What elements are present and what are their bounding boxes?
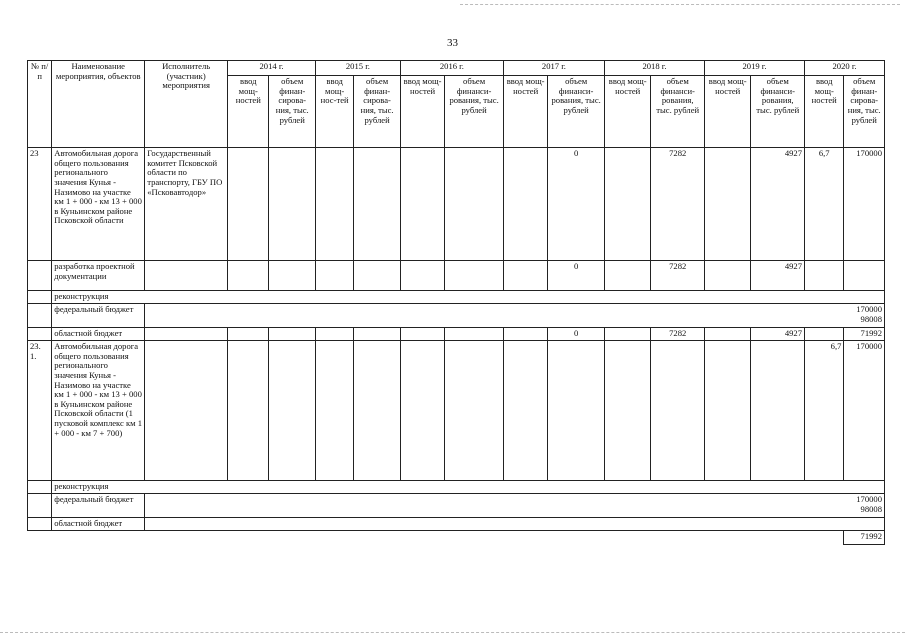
row-name: областной бюджет — [52, 518, 145, 531]
header-capacity-2017: ввод мощ-ностей — [503, 76, 547, 148]
table-row-reconstruction — [28, 291, 885, 304]
header-capacity-2018: ввод мощ-ностей — [604, 76, 650, 148]
row-name: разработка проектной документации — [52, 261, 145, 291]
cell-federal-total — [145, 304, 885, 328]
header-capacity-2014: ввод мощ-ностей — [228, 76, 269, 148]
cell-funding-2018: 7282 — [651, 261, 705, 291]
table-row-23-1 — [28, 341, 885, 481]
cell-funding-2019: 4927 — [751, 148, 805, 261]
header-num: № п/п — [28, 61, 52, 148]
header-year-2020: 2020 г. — [805, 61, 885, 76]
bottom-scan-rule — [0, 632, 905, 633]
header-capacity-2016: ввод мощ-ностей — [400, 76, 444, 148]
table-row-regional-budget — [28, 518, 885, 531]
header-year-2017: 2017 г. — [503, 61, 604, 76]
header-year-2018: 2018 г. — [604, 61, 704, 76]
header-year-2015: 2015 г. — [315, 61, 400, 76]
header-executor: Исполнитель (участник) мероприятия — [145, 61, 228, 148]
header-funding-2019: объем финанси-рования, тыс. рублей — [751, 76, 805, 148]
cell-funding-2019: 4927 — [751, 328, 805, 341]
cell-funding-2018: 7282 — [651, 328, 705, 341]
table-row-regional-budget — [28, 328, 885, 341]
federal-amount: 170000 — [856, 494, 882, 504]
cell-capacity-2020: 6,7 — [805, 148, 844, 261]
table-row-regional-total — [28, 531, 885, 545]
header-name: Наименование мероприятия, объектов — [52, 61, 145, 148]
header-funding-2016: объем финанси-рования, тыс. рублей — [445, 76, 504, 148]
cell-funding-2020: 71992 — [844, 328, 885, 341]
page-number: 33 — [447, 37, 458, 49]
federal-amount: 170000 — [856, 304, 882, 314]
cell-funding-2020: 170000 — [844, 148, 885, 261]
federal-amount-secondary: 98008 — [860, 313, 882, 324]
row-name: федеральный бюджет — [52, 304, 145, 328]
header-funding-2015: объем финан-сирова-ния, тыс. рублей — [354, 76, 400, 148]
header-capacity-2015: ввод мощ-нос-тей — [315, 76, 353, 148]
row-num: 23 — [28, 148, 52, 261]
cell-funding-2017: 0 — [548, 328, 605, 341]
header-year-2016: 2016 г. — [400, 61, 503, 76]
table-row-design — [28, 261, 885, 291]
cell-funding-2020: 170000 — [844, 341, 885, 481]
row-name: реконструкция — [52, 291, 885, 304]
table-row-reconstruction — [28, 481, 885, 494]
header-capacity-2020: ввод мощ-ностей — [805, 76, 844, 148]
cell-regional-total: 71992 — [844, 531, 885, 545]
table-row-federal-budget — [28, 494, 885, 518]
federal-amount-secondary: 98008 — [860, 503, 882, 514]
top-scan-rule — [460, 4, 900, 5]
header-funding-2017: объем финанси-рования, тыс. рублей — [548, 76, 605, 148]
cell-funding-2019: 4927 — [751, 261, 805, 291]
row-name: реконструкция — [52, 481, 885, 494]
row-name: областной бюджет — [52, 328, 145, 341]
header-funding-2020: объем финан-сирова-ния, тыс. рублей — [844, 76, 885, 148]
header-capacity-2019: ввод мощ-ностей — [704, 76, 750, 148]
row-num: 23. 1. — [28, 341, 52, 481]
header-year-2019: 2019 г. — [704, 61, 804, 76]
cell-funding-2017: 0 — [548, 148, 605, 261]
header-funding-2018: объем финанси-рования, тыс. рублей — [651, 76, 705, 148]
row-name: федеральный бюджет — [52, 494, 145, 518]
cell-funding-2017: 0 — [548, 261, 605, 291]
program-table — [27, 60, 885, 545]
header-funding-2014: объем финан-сирова-ния, тыс. рублей — [269, 76, 315, 148]
cell-capacity-2020: 6,7 — [805, 341, 844, 481]
cell-federal-total — [145, 494, 885, 518]
table-row-federal-budget — [28, 304, 885, 328]
header-row-years — [28, 61, 885, 76]
header-year-2014: 2014 г. — [228, 61, 316, 76]
row-executor: Государственный комитет Псковской области по транспорту, ГБУ ПО «Псковавтодор» — [145, 148, 228, 261]
cell-funding-2018: 7282 — [651, 148, 705, 261]
row-name: Автомобильная дорога общего пользования регионального значения Кунья - Назимово на участке км 1 + 000 - км 13 + 000 в Куньинском районе Псковской области (1 пусковой комплекс км 1 + 000 - км 7 + 700) — [52, 341, 145, 481]
table-row-23 — [28, 148, 885, 261]
row-name: Автомобильная дорога общего пользования регионального значения Кунья - Назимово на участке км 1 + 000 - км 13 + 000 в Куньинском районе Псковской области — [52, 148, 145, 261]
